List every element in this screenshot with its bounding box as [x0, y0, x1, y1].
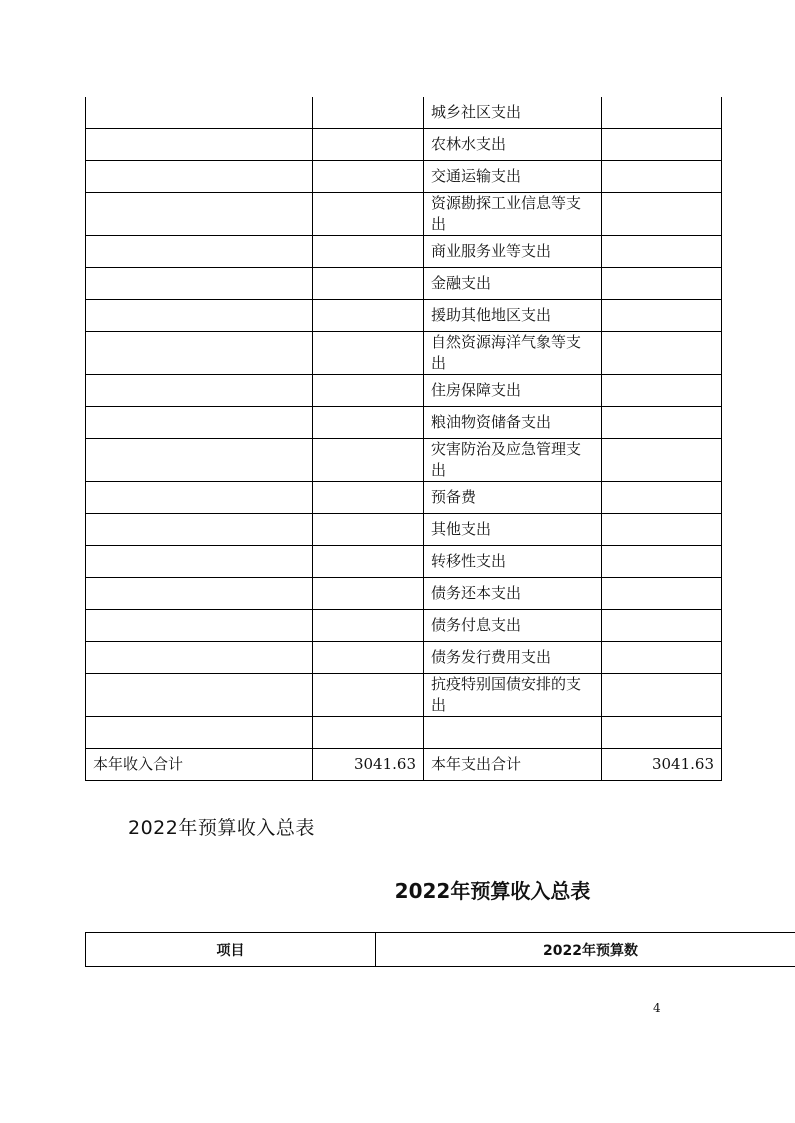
expenditure-amount-cell	[602, 375, 722, 407]
income-total-label: 本年收入合计	[86, 749, 313, 781]
expenditure-item-cell: 援助其他地区支出	[424, 300, 602, 332]
income-item-cell	[86, 674, 313, 717]
expenditure-item-cell: 交通运输支出	[424, 161, 602, 193]
expenditure-item-cell: 债务发行费用支出	[424, 642, 602, 674]
income-item-cell	[86, 610, 313, 642]
table-row	[86, 236, 722, 268]
expenditure-amount-cell	[602, 642, 722, 674]
income-item-cell	[86, 514, 313, 546]
income-amount-cell	[313, 332, 424, 375]
summary-table	[85, 932, 795, 967]
table-row	[86, 97, 722, 129]
expenditure-item-cell: 转移性支出	[424, 546, 602, 578]
income-item-cell	[86, 642, 313, 674]
expenditure-amount-cell	[602, 514, 722, 546]
summary-header-row	[86, 933, 795, 967]
income-item-cell	[86, 407, 313, 439]
expenditure-total-value: 3041.63	[602, 749, 722, 781]
expenditure-total-label: 本年支出合计	[424, 749, 602, 781]
expenditure-item-cell: 住房保障支出	[424, 375, 602, 407]
income-total-value: 3041.63	[313, 749, 424, 781]
table-row	[86, 407, 722, 439]
table-row	[86, 161, 722, 193]
expenditure-amount-cell	[602, 439, 722, 482]
income-amount-cell	[313, 161, 424, 193]
table-row	[86, 268, 722, 300]
table-row	[86, 439, 722, 482]
income-item-cell	[86, 439, 313, 482]
income-amount-cell	[313, 610, 424, 642]
expenditure-amount-cell	[602, 236, 722, 268]
income-amount-cell	[313, 439, 424, 482]
income-amount-cell	[313, 300, 424, 332]
income-item-cell	[86, 129, 313, 161]
income-item-cell	[86, 717, 313, 749]
expenditure-item-cell: 金融支出	[424, 268, 602, 300]
expenditure-amount-cell	[602, 674, 722, 717]
income-amount-cell	[313, 375, 424, 407]
column-header-budget: 2022年预算数	[376, 933, 795, 967]
expenditure-item-cell: 灾害防治及应急管理支出	[424, 439, 602, 482]
income-amount-cell	[313, 674, 424, 717]
income-amount-cell	[313, 193, 424, 236]
income-item-cell	[86, 482, 313, 514]
expenditure-item-cell: 资源勘探工业信息等支出	[424, 193, 602, 236]
expenditure-amount-cell	[602, 97, 722, 129]
table-row	[86, 129, 722, 161]
expenditure-item-cell: 商业服务业等支出	[424, 236, 602, 268]
income-amount-cell	[313, 236, 424, 268]
table-row	[86, 546, 722, 578]
income-amount-cell	[313, 546, 424, 578]
total-row	[86, 749, 722, 781]
expenditure-item-cell: 债务付息支出	[424, 610, 602, 642]
expenditure-item-cell: 抗疫特别国债安排的支出	[424, 674, 602, 717]
table-title: 2022年预算收入总表	[394, 879, 591, 903]
income-amount-cell	[313, 717, 424, 749]
table-row	[86, 610, 722, 642]
expenditure-item-cell: 自然资源海洋气象等支出	[424, 332, 602, 375]
expenditure-amount-cell	[602, 717, 722, 749]
table-row	[86, 578, 722, 610]
income-item-cell	[86, 97, 313, 129]
expenditure-amount-cell	[602, 193, 722, 236]
expenditure-amount-cell	[602, 407, 722, 439]
table-row	[86, 300, 722, 332]
column-header-item: 项目	[86, 933, 376, 967]
table-row	[86, 514, 722, 546]
income-amount-cell	[313, 578, 424, 610]
expenditure-amount-cell	[602, 610, 722, 642]
expenditure-item-cell: 城乡社区支出	[424, 97, 602, 129]
expenditure-amount-cell	[602, 332, 722, 375]
table-row	[86, 375, 722, 407]
income-amount-cell	[313, 482, 424, 514]
expenditure-item-cell: 其他支出	[424, 514, 602, 546]
expenditure-item-cell: 债务还本支出	[424, 578, 602, 610]
expenditure-amount-cell	[602, 578, 722, 610]
income-item-cell	[86, 268, 313, 300]
income-item-cell	[86, 332, 313, 375]
income-item-cell	[86, 193, 313, 236]
expenditure-item-cell: 预备费	[424, 482, 602, 514]
income-item-cell	[86, 236, 313, 268]
income-item-cell	[86, 161, 313, 193]
table-row	[86, 332, 722, 375]
income-amount-cell	[313, 642, 424, 674]
budget-table	[85, 97, 722, 781]
expenditure-item-cell: 农林水支出	[424, 129, 602, 161]
table-row	[86, 482, 722, 514]
expenditure-amount-cell	[602, 482, 722, 514]
income-item-cell	[86, 546, 313, 578]
table-row	[86, 674, 722, 717]
expenditure-amount-cell	[602, 300, 722, 332]
income-item-cell	[86, 300, 313, 332]
table-row	[86, 193, 722, 236]
income-item-cell	[86, 578, 313, 610]
income-amount-cell	[313, 268, 424, 300]
income-amount-cell	[313, 97, 424, 129]
income-amount-cell	[313, 407, 424, 439]
income-amount-cell	[313, 129, 424, 161]
expenditure-amount-cell	[602, 268, 722, 300]
expenditure-amount-cell	[602, 546, 722, 578]
income-item-cell	[86, 375, 313, 407]
page-number: 4	[653, 1001, 661, 1015]
table-row	[86, 717, 722, 749]
expenditure-item-cell: 粮油物资储备支出	[424, 407, 602, 439]
table-row	[86, 642, 722, 674]
section-heading: 2022年预算收入总表	[128, 817, 315, 839]
expenditure-amount-cell	[602, 161, 722, 193]
expenditure-amount-cell	[602, 129, 722, 161]
income-amount-cell	[313, 514, 424, 546]
expenditure-item-cell	[424, 717, 602, 749]
